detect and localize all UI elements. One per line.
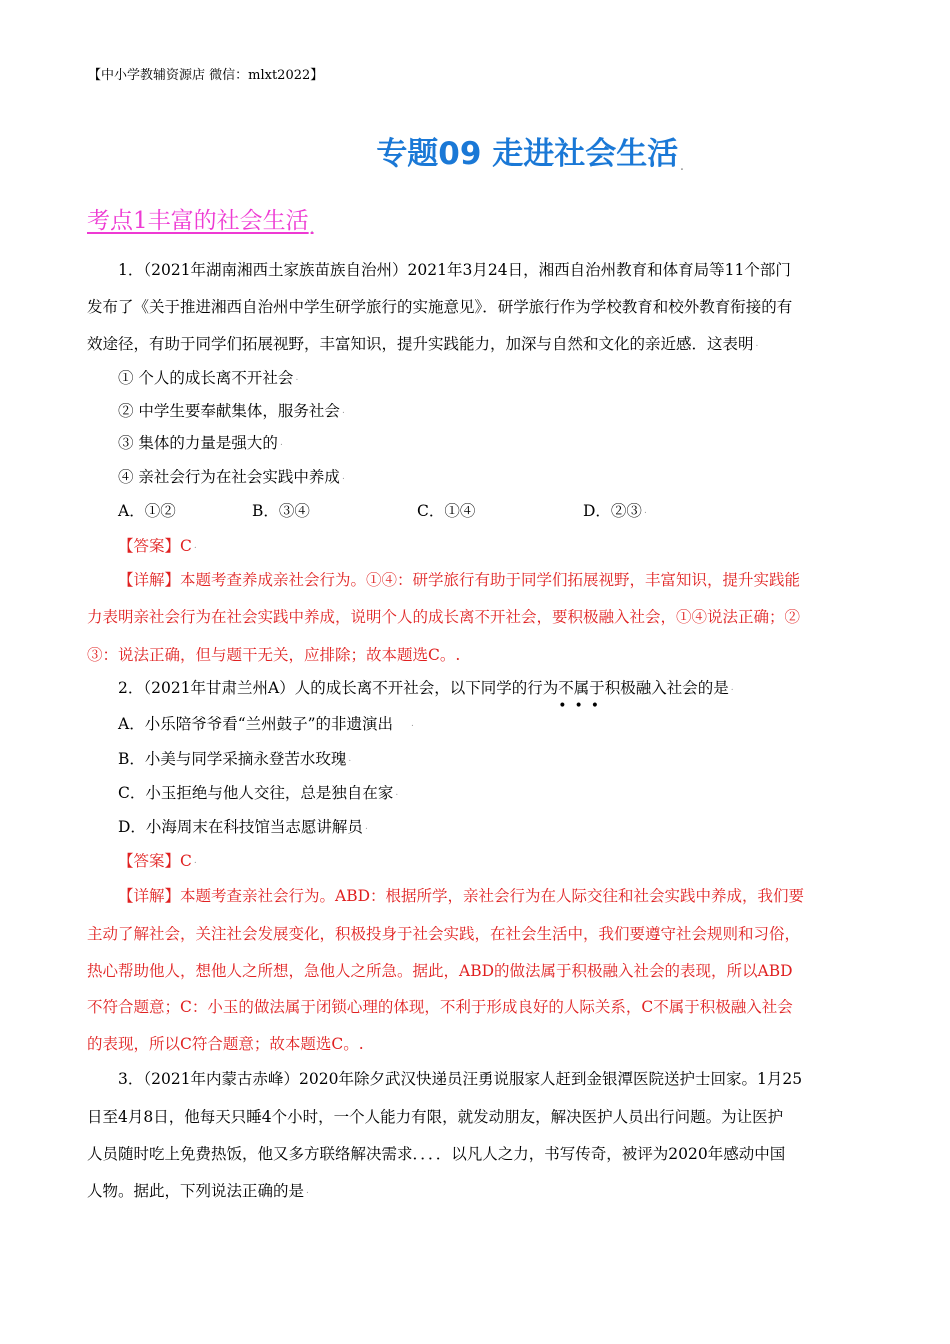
q2-stem-after: 积极融入社会的是 (604, 679, 729, 697)
q1-option-d-text: D．②③ (583, 502, 642, 520)
q2-explain-line-1: 【详解】本题考查亲社会行为。ABD：根据所学，亲社会行为在人际交往和社会实践中养成，我们要 (118, 887, 805, 905)
q1-stem-line-3-text: 效途径，有助于同学们拓展视野，丰富知识，提升实践能力，加深与自然和文化的亲近感．这表明 (87, 335, 754, 353)
q1-statement-1: ① 个人的成长离不开社会 . (118, 369, 299, 387)
q1-explain-line-1: 【详解】本题考查养成亲社会行为。①④：研学旅行有助于同学们拓展视野，丰富知识，提升实践能 (118, 571, 801, 589)
q1-option-a: A．①② (118, 502, 176, 520)
page-title: 专题09 走进社会生活 . (376, 136, 684, 173)
q2-stem: 2．（2021年甘肃兰州A）人的成长离不开社会，以下同学的行为不属于 ••• 积极融入社会的是 . (118, 679, 734, 714)
q2-stem-emphasis (558, 679, 608, 714)
q1-statement-3-text: ③ 集体的力量是强大的 (118, 434, 278, 452)
title-text: 专题09 走进社会生活 (376, 136, 679, 172)
q2-option-a-text: A．小乐陪爷爷看“兰州鼓子”的非遗演出 (118, 715, 394, 733)
q1-statement-2-text: ② 中学生要奉献集体，服务社会 (118, 402, 340, 420)
q1-option-d: D．②③ . (583, 502, 647, 520)
q3-stem-line-4-text: 人物。据此，下列说法正确的是 (87, 1182, 305, 1200)
q2-explain-line-5: 的表现，所以C符合题意；故本题选C。. (87, 1035, 364, 1053)
q3-stem-line-1: 3．（2021年内蒙古赤峰）2020年除夕武汉快递员汪勇说服家人赶到金银潭医院送护士回家。1月25 (118, 1070, 803, 1088)
q2-answer: 【答案】C . (118, 852, 197, 870)
q2-explain-line-2: 主动了解社会，关注社会发展变化，积极投身于社会实践，在社会生活中，我们要遵守社会规则和习俗， (87, 925, 801, 943)
header-note: 【中小学教辅资源店 微信：mlxt2022】 (88, 68, 324, 83)
q1-explain-line-2: 力表明亲社会行为在社会实践中养成，说明个人的成长离不开社会，要积极融入社会，①④说法正确；② (87, 608, 801, 626)
emphasis-dots-icon: ••• (558, 698, 608, 714)
q1-statement-4-text: ④ 亲社会行为在社会实践中养成 (118, 468, 340, 486)
q1-stem-line-2: 发布了《关于推进湘西自治州中学生研学旅行的实施意见》．研学旅行作为学校教育和校外教育衔接的有 (87, 298, 793, 316)
q2-answer-text: 【答案】C (118, 852, 192, 870)
q1-stem-line-3: 效途径，有助于同学们拓展视野，丰富知识，提升实践能力，加深与自然和文化的亲近感．这表明 . (87, 335, 759, 353)
q2-option-d-text: D．小海周末在科技馆当志愿讲解员 (118, 818, 363, 836)
q1-statement-4: ④ 亲社会行为在社会实践中养成 . (118, 468, 345, 486)
section-title: 考点1丰富的社会生活 . (87, 208, 314, 235)
q1-option-b: B．③④ (252, 502, 310, 520)
q1-statement-3: ③ 集体的力量是强大的 . (118, 434, 283, 452)
q1-option-c: C．①④ (417, 502, 476, 520)
q1-answer: 【答案】C . (118, 537, 197, 555)
q1-stem-line-1: 1．（2021年湖南湘西土家族苗族自治州）2021年3月24日，湘西自治州教育和体育局等11个部门 (118, 261, 791, 279)
q2-option-c-text: C．小玉拒绝与他人交往，总是独自在家 (118, 784, 394, 802)
q1-explain-line-3: ③：说法正确，但与题干无关，应排除；故本题选C。. (87, 646, 461, 664)
q3-stem-line-2: 日至4月8日，他每天只睡4个小时，一个人能力有限，就发动朋友，解决医护人员出行问题。为让医护 (87, 1108, 784, 1126)
q2-explain-line-4: 不符合题意；C：小玉的做法属于闭锁心理的体现，不利于形成良好的人际关系，C不属于积极融入社会 (87, 998, 793, 1016)
q1-answer-text: 【答案】C (118, 537, 192, 555)
q2-option-d: D．小海周末在科技馆当志愿讲解员 . (118, 818, 368, 836)
q2-option-b: B．小美与同学采摘永登苦水玫瑰 . (118, 750, 352, 768)
q3-stem-line-3: 人员随时吃上免费热饭，他又多方联络解决需求．．．．以凡人之力，书写传奇，被评为2020年感动中国 (87, 1145, 786, 1163)
q1-statement-2: ② 中学生要奉献集体，服务社会 . (118, 402, 345, 420)
q1-statement-1-text: ① 个人的成长离不开社会 (118, 369, 294, 387)
q3-stem-line-4: 人物。据此，下列说法正确的是 . (87, 1182, 309, 1200)
q2-stem-before: 2．（2021年甘肃兰州A）人的成长离不开社会，以下同学的行为 (118, 679, 559, 697)
q2-option-b-text: B．小美与同学采摘永登苦水玫瑰 (118, 750, 347, 768)
q2-option-c: C．小玉拒绝与他人交往，总是独自在家 . (118, 784, 399, 802)
q2-option-a: A．小乐陪爷爷看“兰州鼓子”的非遗演出 . (118, 715, 414, 733)
q2-stem-emphasis-text: 不属于 (558, 679, 605, 697)
section-title-text: 考点1丰富的社会生活 (87, 208, 309, 234)
q2-explain-line-3: 热心帮助他人，想他人之所想，急他人之所急。据此，ABD的做法属于积极融入社会的表现，所以ABD (87, 962, 793, 980)
